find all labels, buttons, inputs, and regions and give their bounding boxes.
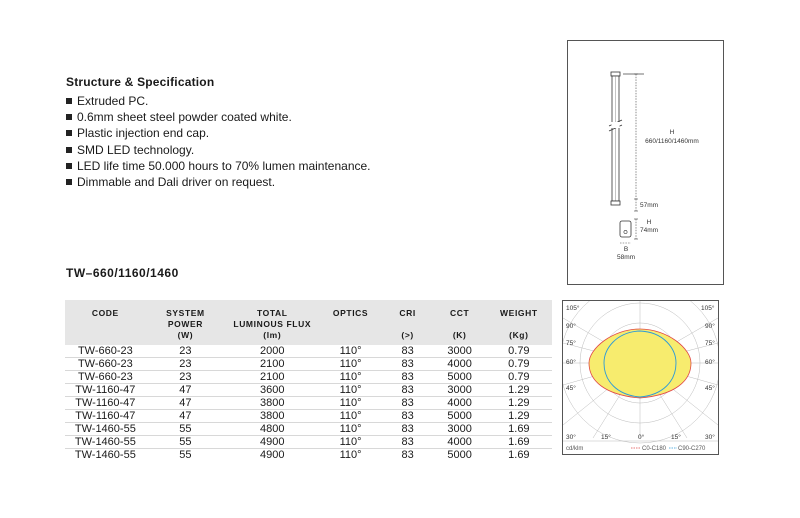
specification-item	[66, 174, 371, 190]
square-bullet-icon	[66, 163, 72, 169]
cell-cct: 4000	[434, 436, 486, 449]
width-label: 57mm	[640, 202, 659, 209]
angle-label-30-right: 30°	[705, 434, 715, 441]
cell-flux: 4900	[225, 436, 319, 449]
cell-weight: 1.69	[486, 423, 552, 436]
cell-power: 47	[146, 384, 225, 397]
model-range-title: TW–660/1160/1460	[66, 266, 179, 280]
cell-optics: 110°	[339, 449, 362, 461]
square-bullet-icon	[66, 98, 72, 104]
section-height-value: 74mm	[639, 227, 659, 234]
cell-weight: 0.79	[486, 358, 552, 371]
cell-weight: 1.29	[486, 410, 552, 423]
cell-power: 47	[146, 397, 225, 410]
cell-code: TW-660-23	[65, 345, 146, 358]
table-row	[65, 384, 552, 397]
cell-optics: 110°	[319, 436, 381, 449]
square-bullet-icon	[66, 147, 72, 153]
cell-weight: 1.29	[486, 397, 552, 410]
cross-section-profile	[620, 221, 631, 237]
table-header-row	[65, 300, 552, 345]
angle-label-45-left: 45°	[566, 385, 576, 392]
angle-label-75-right: 75°	[705, 340, 715, 347]
specification-item-text: Dimmable and Dali driver on request.	[77, 174, 276, 189]
cell-optics: 110°	[319, 397, 381, 410]
angle-label-45-right: 45°	[705, 385, 715, 392]
section-height-label: H	[646, 219, 652, 226]
angle-label-90-left: 90°	[566, 323, 576, 330]
product-spec-table	[65, 300, 552, 461]
legend-label-c90-c270: C90-C270	[678, 446, 706, 452]
specification-list	[66, 93, 371, 190]
square-bullet-icon	[66, 114, 72, 120]
cell-cct: 3000	[434, 384, 486, 397]
cell-cct: 5000	[434, 410, 486, 423]
specification-item	[66, 125, 371, 141]
cell-optics: 110°	[319, 423, 381, 436]
cell-weight: 0.79	[486, 371, 552, 384]
cell-flux: 3800	[225, 410, 319, 423]
cell-flux: 3600	[225, 384, 319, 397]
cell-flux: 3800	[225, 397, 319, 410]
column-header-optics: OPTICS	[319, 300, 381, 345]
cell-cri: 83	[382, 423, 434, 436]
cell-weight: 1.69	[486, 436, 552, 449]
cell-optics: 110°	[319, 384, 381, 397]
angle-label-15-left: 15°	[601, 434, 611, 441]
cell-code: TW-660-23	[65, 358, 146, 371]
specification-item	[66, 93, 371, 109]
cell-optics: 110°	[319, 358, 381, 371]
angle-label-75-left: 75°	[566, 340, 576, 347]
specification-item-text: 0.6mm sheet steel powder coated white.	[77, 110, 292, 125]
cell-cri: 83	[382, 436, 434, 449]
fixture-bottom-cap	[611, 201, 620, 205]
height-values-label: 660/1160/1460mm	[645, 138, 699, 145]
cell-cri: 83	[382, 384, 434, 397]
height-label: H	[669, 129, 675, 136]
cell-code: TW-1460-55	[65, 436, 146, 449]
cell-power: 55	[146, 423, 225, 436]
cell-power: 23	[146, 345, 225, 358]
table-row	[65, 410, 552, 423]
square-bullet-icon	[66, 179, 72, 185]
cell-cri: 83	[382, 358, 434, 371]
legend-label-c0-c180: C0-C180	[642, 446, 667, 452]
specification-item-text: Extruded PC.	[77, 94, 149, 108]
specification-item-text: SMD LED technology.	[77, 142, 195, 157]
angle-label-0: 0°	[638, 434, 645, 441]
angle-label-15-right: 15°	[671, 434, 681, 441]
column-header-luminous-flux: TOTAL LUMINOUS FLUX (lm)	[225, 300, 319, 345]
cell-power: 47	[146, 410, 225, 423]
cell-cri: 83	[382, 410, 434, 423]
specification-title: Structure & Specification	[66, 75, 215, 89]
fixture-top-cap	[611, 72, 620, 76]
cell-power: 55	[179, 449, 192, 461]
column-header-system-power: SYSTEM POWER (W)	[146, 300, 225, 345]
angle-label-60-right: 60°	[705, 359, 715, 366]
cell-code: TW-1460-55	[65, 423, 146, 436]
cell-weight: 0.79	[486, 345, 552, 358]
cell-optics: 110°	[319, 371, 381, 384]
cell-code: TW-1160-47	[65, 410, 146, 423]
specification-item	[66, 158, 371, 174]
column-header-weight: WEIGHT (Kg)	[486, 300, 552, 345]
cell-power: 55	[146, 436, 225, 449]
specification-item-text: Plastic injection end cap.	[77, 126, 210, 141]
cell-cri: 83	[382, 345, 434, 358]
table-row	[65, 397, 552, 410]
cell-cct: 4000	[434, 397, 486, 410]
light-distribution-diagram	[562, 300, 719, 455]
table-row	[65, 423, 552, 436]
cell-power: 23	[146, 371, 225, 384]
cell-cri: 83	[382, 371, 434, 384]
cell-flux: 2100	[225, 371, 319, 384]
cell-weight: 1.69	[508, 449, 530, 461]
cell-power: 23	[146, 358, 225, 371]
specification-item	[66, 142, 371, 158]
cell-weight: 1.29	[486, 384, 552, 397]
column-header-cct: CCT (K)	[434, 300, 486, 345]
cell-flux: 2000	[225, 345, 319, 358]
section-width-label: B	[623, 246, 629, 253]
table-row	[65, 358, 552, 371]
specification-item-text: LED life time 50.000 hours to 70% lumen maintenance.	[77, 158, 371, 173]
angle-label-105-left: 105°	[566, 305, 580, 312]
column-header-cri: CRI (>)	[382, 300, 434, 345]
square-bullet-icon	[66, 130, 72, 136]
section-width-value: 58mm	[616, 254, 636, 261]
cell-cri: 83	[401, 449, 414, 461]
cell-cct: 4000	[434, 358, 486, 371]
fixture-drawing-svg	[568, 41, 723, 284]
cell-code: TW-1460-55	[74, 449, 136, 461]
angle-label-30-left: 30°	[566, 434, 576, 441]
specification-item	[66, 109, 371, 125]
cell-cct: 3000	[434, 423, 486, 436]
angle-label-105-right: 105°	[701, 305, 715, 312]
cell-cct: 3000	[434, 345, 486, 358]
angle-label-60-left: 60°	[566, 359, 576, 366]
cell-code: TW-660-23	[65, 371, 146, 384]
angle-label-90-right: 90°	[705, 323, 715, 330]
table-row	[65, 449, 552, 462]
cell-cct: 5000	[447, 449, 472, 461]
cell-code: TW-1160-47	[65, 397, 146, 410]
technical-drawing	[567, 40, 724, 285]
cell-optics: 110°	[319, 345, 381, 358]
table-row	[65, 371, 552, 384]
cell-flux: 4800	[225, 423, 319, 436]
cell-cri: 83	[382, 397, 434, 410]
cell-flux: 2100	[225, 358, 319, 371]
cell-flux: 4900	[260, 449, 285, 461]
column-header-code: CODE	[65, 300, 146, 345]
cell-optics: 110°	[319, 410, 381, 423]
cell-cct: 5000	[434, 371, 486, 384]
cell-code: TW-1160-47	[65, 384, 146, 397]
table-row	[65, 345, 552, 358]
polar-diagram-svg	[563, 301, 718, 454]
table-row	[65, 436, 552, 449]
unit-label: cd/klm	[566, 446, 584, 452]
